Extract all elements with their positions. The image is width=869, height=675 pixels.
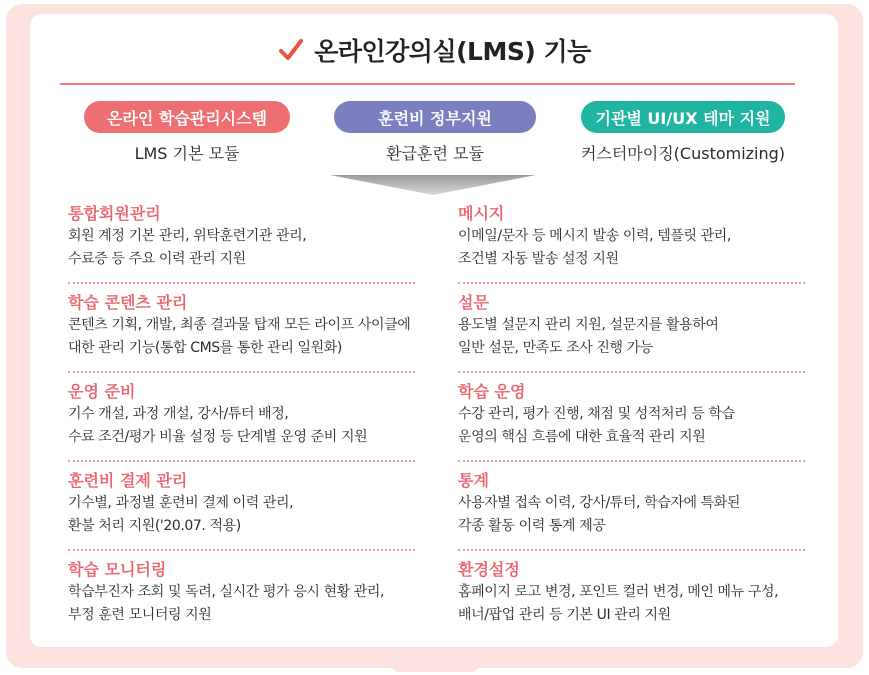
module-badge-training-subsidy: 훈련비 정부지원 [334,101,536,133]
feature-desc: 사용자별 접속 이력, 강사/튜터, 학습자에 특화된 [458,495,741,511]
dotted-divider [458,371,805,373]
title-row [0,30,869,70]
module-badge-lms: 온라인 학습관리시스템 [84,101,290,133]
feature-heading: 학습 모니터링 [68,560,167,579]
feature-column-left [68,201,413,646]
feature-desc: 환불 처리 지원('20.07. 적용) [68,518,241,534]
feature-section [458,470,803,557]
feature-desc: 일반 설문, 만족도 조사 진행 가능 [458,340,653,356]
feature-desc: 수강 관리, 평가 진행, 채점 및 성적처리 등 학습 [458,406,735,422]
check-icon [278,38,304,62]
feature-desc: 배너/팝업 관리 등 기본 UI 관리 지원 [458,607,671,623]
feature-heading: 메시지 [458,204,505,223]
feature-section [68,203,413,290]
feature-section [68,292,413,379]
dotted-divider [68,460,415,462]
feature-heading: 환경설정 [458,560,520,579]
feature-heading: 운영 준비 [68,382,136,401]
feature-desc: 기수별, 과정별 훈련비 결제 이력 관리, [68,495,294,511]
feature-heading: 통계 [458,471,489,490]
module-sub-customizing: 커스터마이징(Customizing) [580,144,786,163]
feature-desc: 수료 조건/평가 비율 설정 등 단계별 운영 준비 지원 [68,429,368,445]
dotted-divider [458,460,805,462]
dotted-divider [458,549,805,551]
dotted-divider [458,282,805,284]
feature-desc: 각종 활동 이력 통계 제공 [458,518,606,534]
module-badge-theme: 기관별 UI/UX 테마 지원 [581,101,785,133]
feature-section [68,470,413,557]
feature-desc: 콘텐츠 기획, 개발, 최종 결과물 탑재 모든 라이프 사이클에 [68,317,411,333]
feature-heading: 학습 콘텐츠 관리 [68,293,188,312]
feature-heading: 학습 운영 [458,382,526,401]
feature-section [458,559,803,646]
feature-heading: 통합회원관리 [68,204,161,223]
page-title: 온라인강의실(LMS) 기능 [314,37,591,66]
feature-heading: 훈련비 결제 관리 [68,471,188,490]
feature-section [68,559,413,646]
feature-section [458,203,803,290]
feature-desc: 조건별 자동 발송 설정 지원 [458,251,619,267]
feature-desc: 이메일/문자 등 메시지 발송 이력, 템플릿 관리, [458,228,731,244]
feature-desc: 대한 관리 기능(통합 CMS를 통한 관리 일원화) [68,340,342,356]
feature-desc: 용도별 설문지 관리 지원, 설문지를 활용하여 [458,317,719,333]
feature-desc: 학습부진자 조회 및 독려, 실시간 평가 응시 현황 관리, [68,584,385,600]
feature-section [68,381,413,468]
module-sub-refund: 환급훈련 모듈 [386,144,484,163]
feature-desc: 홈페이지 로고 변경, 포인트 컬러 변경, 메인 메뉴 구성, [458,584,779,600]
frame-bottom-tab [390,660,480,672]
feature-desc: 수료증 등 주요 이력 관리 지원 [68,251,246,267]
module-sub-lms: LMS 기본 모듈 [134,144,240,163]
dotted-divider [68,549,415,551]
funnel-arrow-icon [330,175,536,195]
feature-desc: 기수 개설, 과정 개설, 강사/튜터 배정, [68,406,289,422]
feature-section [458,381,803,468]
dotted-divider [68,371,415,373]
feature-column-right [458,201,803,646]
dotted-divider [68,282,415,284]
feature-heading: 설문 [458,293,489,312]
feature-desc: 회원 계정 기본 관리, 위탁훈련기관 관리, [68,228,307,244]
feature-section [458,292,803,379]
feature-desc: 부정 훈련 모니터링 지원 [68,607,212,623]
feature-desc: 운영의 핵심 흐름에 대한 효율적 관리 지원 [458,429,706,445]
title-divider [60,83,795,85]
